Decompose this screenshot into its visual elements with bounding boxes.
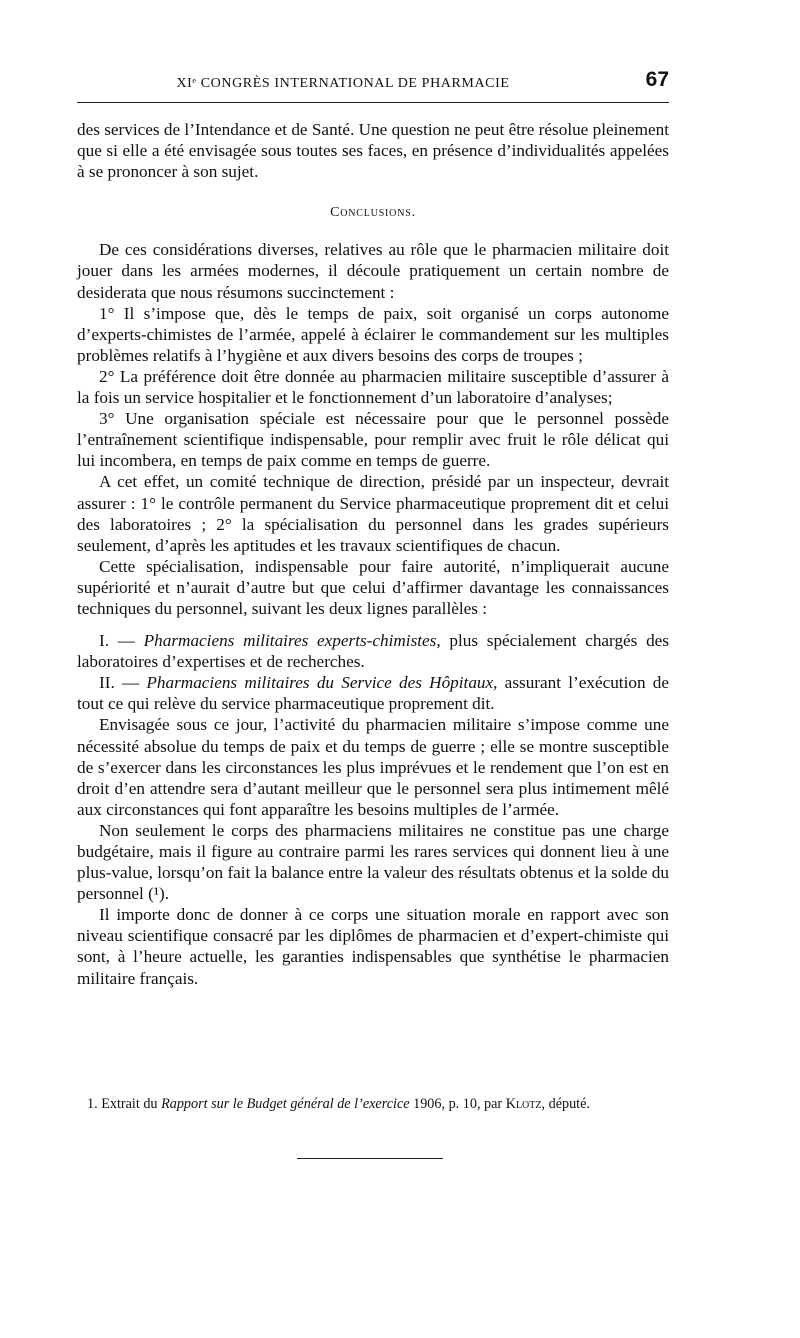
footnote-tail: , député. (541, 1096, 590, 1112)
footnote (77, 1095, 669, 1114)
body-text (77, 119, 669, 989)
running-head (77, 68, 669, 98)
paragraph-point-1: 1° Il s’impose que, dès le temps de paix, soit organisé un corps autonome d’experts-chimistes de l’armée, appelé à éclairer le commandement sur les multiples problèmes relatifs à l’hygiène et aux divers besoins des corps de troupes ; (77, 303, 669, 365)
list-item-hopitaux (77, 672, 669, 714)
header-rule (77, 102, 669, 103)
list-item-number: II. — (99, 673, 147, 693)
paragraph-committee: A cet effet, un comité technique de direction, présidé par un inspecteur, devrait assurer : 1° le contrôle permanent du Service pharmaceutique proprement dit et celui des laboratoires ; 2° la spécialisation du personnel dans les grades supérieurs seulement, d’après les aptitudes et les travaux scientifiques de chacun. (77, 472, 669, 555)
list-item-text: plus spécialement chargés des laboratoires d’expertises et de recherches. (77, 631, 669, 672)
paragraph-conclusion: Il importe donc de donner à ce corps une situation morale en rapport avec son niveau scientifique consacré par les diplômes de pharmacien et d’expert-chimiste qui sont, à l’heure actuelle, les garanties indispensables que synthétise le pharmacien militaire français. (77, 905, 669, 988)
footnote-title: Rapport sur le Budget général de l’exercice (161, 1096, 410, 1112)
footnote-lead: 1. Extrait du (87, 1096, 162, 1112)
section-heading: Conclusions. (330, 205, 416, 221)
footnote-reference: 1906, p. 10, par (409, 1096, 506, 1112)
paragraph-budget: Non seulement le corps des pharmaciens militaires ne constitue pas une charge budgétaire, mais il figure au contraire parmi les rares services qui donnent lieu à une plus-value, lorsqu’on fait la balance entre la valeur des résultats obtenus et la solde du personnel (¹). (77, 820, 669, 904)
list-item-title: Pharmaciens militaires experts-chimistes, (143, 631, 441, 651)
book-page (77, 0, 669, 1338)
list-item-title: Pharmaciens militaires du Service des Hôpitaux, (146, 673, 498, 693)
list-item-experts (77, 630, 669, 672)
paragraph-continuation: des services de l’Intendance et de Santé. Une question ne peut être résolue pleinement que si elle a été envisagée sous toutes ses faces, en présence d’individualités appelées à se prononcer à son sujet. (77, 120, 669, 182)
page-number: 67 (645, 68, 669, 91)
list-item-number: I. — (99, 631, 144, 651)
paragraph-activity: Envisagée sous ce jour, l’activité du pharmacien militaire s’impose comme une nécessité absolue du temps de paix et du temps de guerre ; elle se montre susceptible de s’exercer dans les circonstances les plus imprévues et le rendement que l’on est en droit d’en attendre sera d’autant meilleur que le personnel sera plus intimement mêlé aux circonstances qui font apparaître les besoins multiples de l’armée. (77, 715, 669, 819)
end-rule (297, 1158, 443, 1159)
paragraph-specialisation: Cette spécialisation, indispensable pour faire autorité, n’impliquerait aucune supériorité et n’aurait d’autre but que celui d’affirmer davantage les connaissances techniques du personnel, suivant les deux lignes parallèles : (77, 556, 669, 618)
running-title: XIᵉ CONGRÈS INTERNATIONAL DE PHARMACIE (176, 76, 510, 91)
paragraph-intro: De ces considérations diverses, relatives au rôle que le pharmacien militaire doit jouer dans les armées modernes, il découle pratiquement un certain nombre de desiderata que nous résumons succinctement : (77, 240, 669, 302)
paragraph-point-3: 3° Une organisation spéciale est nécessaire pour que le personnel possède l’entraînement scientifique indispensable, pour remplir avec fruit le rôle délicat qui lui incombera, en temps de paix comme en temps de guerre. (77, 409, 669, 471)
list-item-text: assurant l’exécution de tout ce qui relève du service pharmaceutique proprement dit. (77, 673, 670, 714)
paragraph-point-2: 2° La préférence doit être donnée au pharmacien militaire susceptible d’assurer à la fois un service hospitalier et le fonctionnement d’un laboratoire d’analyses; (77, 366, 669, 408)
footnote-author: Klotz (505, 1096, 542, 1112)
